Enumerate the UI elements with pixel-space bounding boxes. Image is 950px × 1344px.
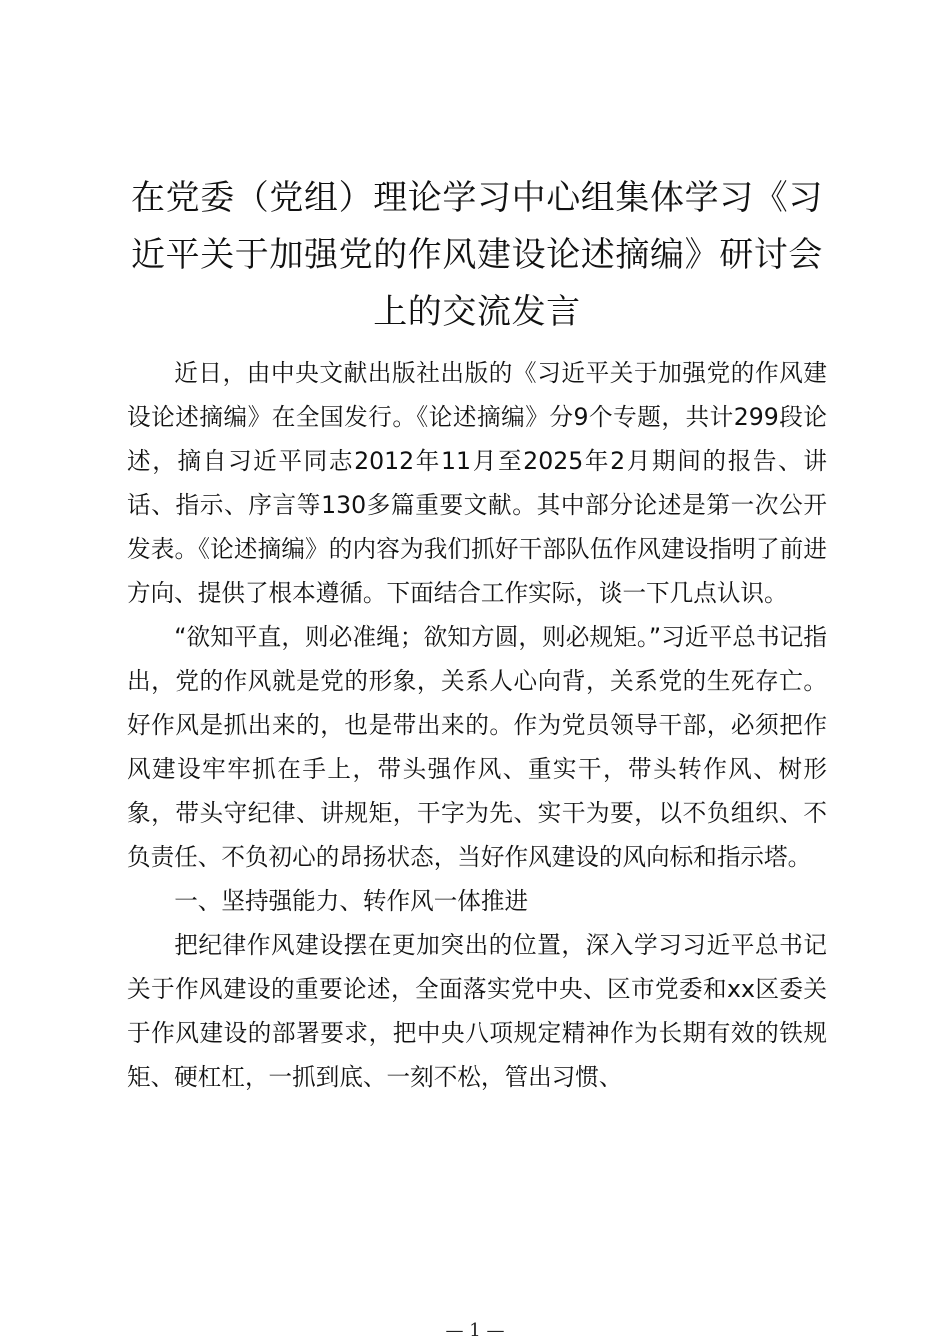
paragraph-section-1: 把纪律作风建设摆在更加突出的位置，深入学习习近平总书记关于作风建设的重要论述，全面落实党中央、区市党委和xx区委关于作风建设的部署要求，把中央八项规定精神作为长期有效的铁规矩、硬杠杠，一抓到底、一刻不松，管出习惯、 (127, 931, 827, 1091)
paragraph-quote: “欲知平直，则必准绳；欲知方圆，则必规矩。”习近平总书记指出，党的作风就是党的形象，关系人心向背，关系党的生死存亡。好作风是抓出来的，也是带出来的。作为党员领导干部，必须把作风建设牢牢抓在手上，带头强作风、重实干，带头转作风、树形象，带头守纪律、讲规矩，干字为先、实干为要，以不负组织、不负责任、不负初心的昂扬状态，当好作风建设的风向标和指示塔。 (127, 623, 827, 871)
document-page (127, 170, 827, 1099)
paragraph-intro: 近日，由中央文献出版社出版的《习近平关于加强党的作风建设论述摘编》在全国发行。《论述摘编》分9个专题，共计299段论述，摘自习近平同志2012年11月至2025年2月期间的报告、讲话、指示、序言等130多篇重要文献。其中部分论述是第一次公开发表。《论述摘编》的内容为我们抓好干部队伍作风建设指明了前进方向、提供了根本遵循。下面结合工作实际，谈一下几点认识。 (127, 359, 827, 607)
document-title: 在党委（党组）理论学习中心组集体学习《习近平关于加强党的作风建设论述摘编》研讨会上的交流发言 (131, 178, 823, 332)
page-number: — 1 — (445, 1320, 505, 1341)
section-heading-1: 一、坚持强能力、转作风一体推进 (174, 887, 529, 915)
document-body (127, 351, 827, 1099)
